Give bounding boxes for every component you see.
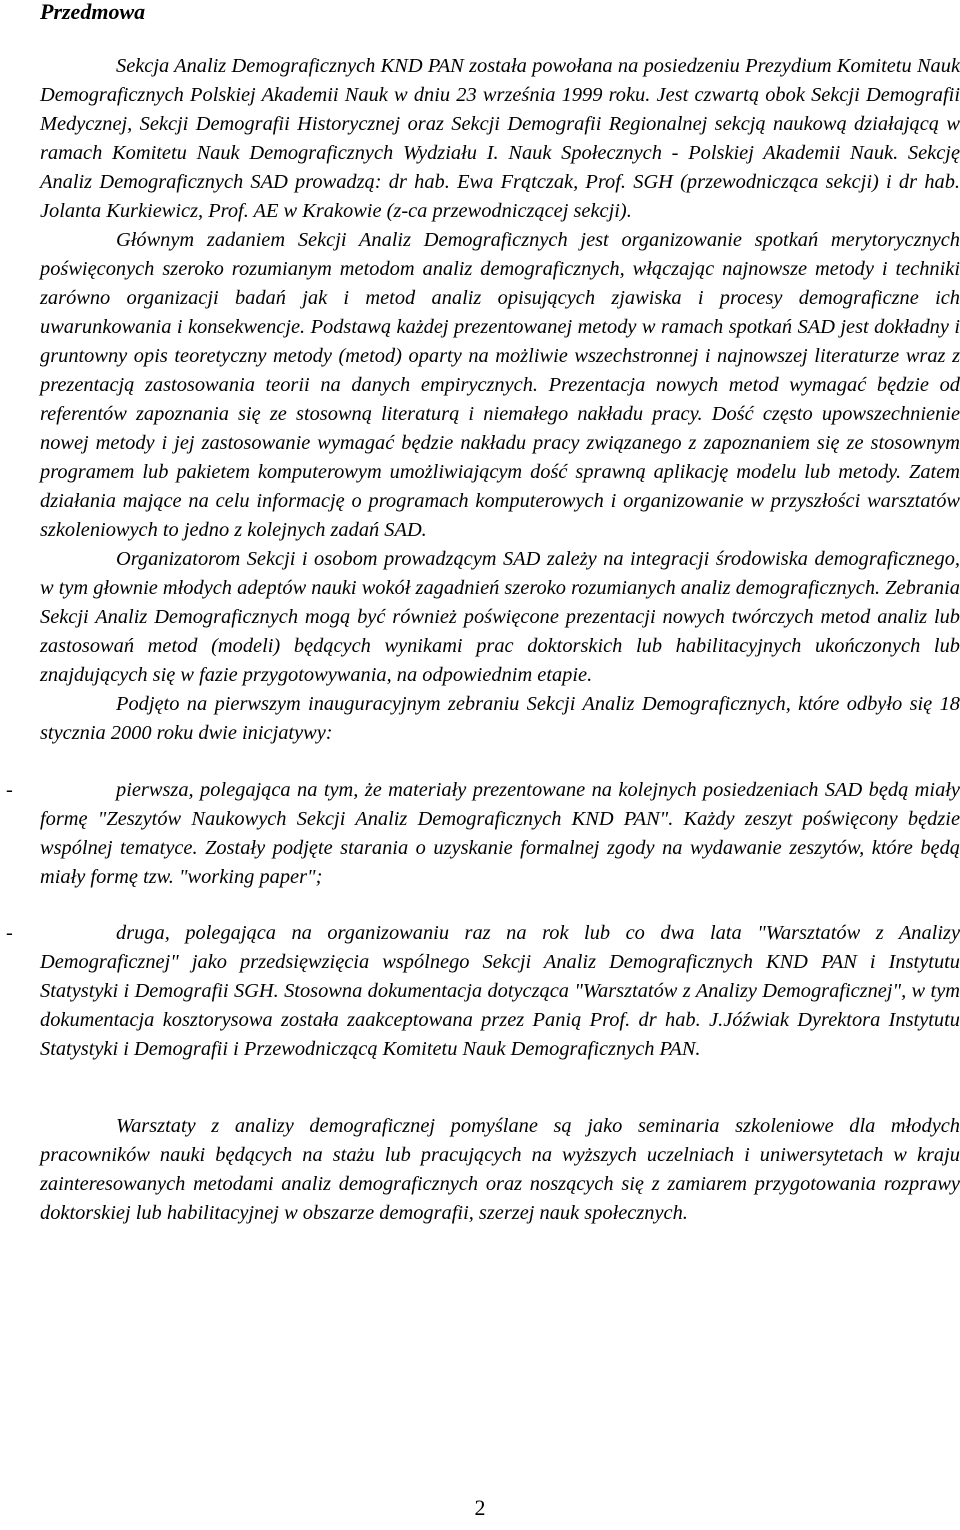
list-dash: - (6, 779, 13, 801)
paragraph-initiatives: Podjęto na pierwszym inauguracyjnym zebraniu Sekcji Analiz Demograficznych, które odbyło się 18 stycznia 2000 roku dwie inicjatywy: (40, 693, 960, 744)
paragraph-main-task: Głównym zadaniem Sekcji Analiz Demograficznych jest organizowanie spotkań merytorycznych poświęconych szeroko rozumianym metodom analiz demograficznych, włączając najnowsze metody i techniki zarówno organizacji badań jak i metod analiz opisujących zjawiska i procesy demograficzne ich uwarunkowania i konsekwencje. Podstawą każdej prezentowanej metody w ramach spotkań SAD jest dokładny i gruntowny opis teoretyczny metody (metod) oparty na możliwie wszechstronnej i najnowszej literaturze wraz z prezentacją zastosowania teorii na danych empirycznych. Prezentacja nowych metod wymagać będzie od referentów zapoznania się ze stosowną literaturą i niemałego nakładu pracy. Dość często upowszechnienie nowej metody i jej zastosowanie wymagać będzie nakładu pracy związanego z zapoznaniem się ze stosownym programem lub pakietem komputerowym umożliwiającym dość sprawną aplikację modelu lub metody. Zatem działania mające na celu informację o programach komputerowych i organizowanie w przyszłości warsztatów szkoleniowych to jedno z kolejnych zadań SAD. (40, 229, 960, 541)
body-text (6, 52, 960, 1228)
list-item-text: druga, polegająca na organizowaniu raz na rok lub co dwa lata "Warsztatów z Analizy Demograficznej" jako przedsięwzięcia wspólnego Sekcji Analiz Demograficznych KND PAN i Instytutu Statystyki i Demografii SGH. Stosowna dokumentacja dotycząca "Warsztatów z Analizy Demograficznej", w tym dokumentacja kosztorysowa została zaakceptowana przez Panią Prof. dr hab. J.Jóźwiak Dyrektora Instytutu Statystyki i Demografii i Przewodniczącą Komitetu Nauk Demograficznych PAN. (40, 922, 960, 1060)
paragraph-intro: Sekcja Analiz Demograficznych KND PAN została powołana na posiedzeniu Prezydium Komitetu Nauk Demograficznych Polskiej Akademii Nauk w dniu 23 września 1999 roku. Jest czwartą obok Sekcji Demografii Medycznej, Sekcji Demografii Historycznej oraz Sekcji Demografii Regionalnej sekcją naukową działającą w ramach Komitetu Nauk Demograficznych Wydziału I. Nauk Społecznych - Polskiej Akademii Nauk. Sekcję Analiz Demograficznych SAD prowadzą: dr hab. Ewa Frątczak, Prof. SGH (przewodnicząca sekcji) i dr hab. Jolanta Kurkiewicz, Prof. AE w Krakowie (z-ca przewodniczącej sekcji). (40, 55, 960, 222)
paragraph-workshops: Warsztaty z analizy demograficznej pomyślane są jako seminaria szkoleniowe dla młodych pracowników nauki będących na stażu lub pracujących na wyższych uczelniach i uniwersytetach w kraju zainteresowanych metodami analiz demograficznych oraz noszących się z zamiarem przygotowania rozprawy doktorskiej lub habilitacyjnej w obszarze demografii, szerzej nauk społecznych. (40, 1115, 960, 1224)
page-number: 2 (474, 1495, 486, 1520)
list-item (6, 919, 960, 1064)
list-item-text: pierwsza, polegająca na tym, że materiały prezentowane na kolejnych posiedzeniach SAD będą miały formę "Zeszytów Naukowych Sekcji Analiz Demograficznych KND PAN". Każdy zeszyt poświęcony będzie wspólnej tematyce. Zostały podjęte starania o uzyskanie formalnej zgody na wydawanie zeszytów, które będą miały formę tzw. "working paper"; (40, 779, 960, 888)
list-item (6, 776, 960, 892)
page-title: Przedmowa (40, 0, 146, 24)
list-dash: - (6, 922, 13, 944)
paragraph-integration: Organizatorom Sekcji i osobom prowadzącym SAD zależy na integracji środowiska demograficznego, w tym głownie młodych adeptów nauki wokół zagadnień szeroko rozumianych analiz demograficznych. Zebrania Sekcji Analiz Demograficznych mogą być również poświęcone prezentacji nowych twórczych metod analiz lub zastosowań metod (modeli) będących wynikami prac doktorskich lub habilitacyjnych ukończonych lub znajdujących się w fazie przygotowywania, na odpowiednim etapie. (40, 548, 960, 686)
